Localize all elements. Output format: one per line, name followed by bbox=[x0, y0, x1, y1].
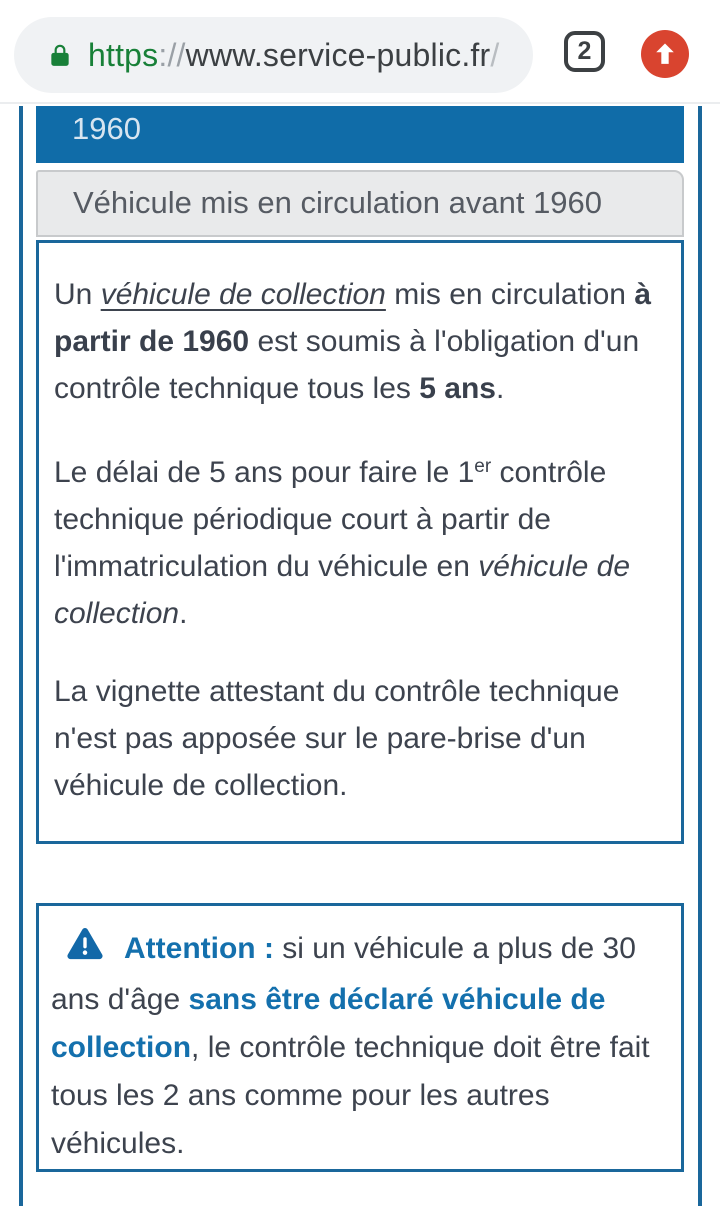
up-arrow-icon bbox=[648, 37, 682, 71]
paragraph-2 bbox=[54, 443, 667, 637]
url-scheme: https bbox=[88, 36, 159, 73]
url-path: / bbox=[490, 36, 500, 73]
text-segment: . bbox=[495, 372, 505, 405]
text-segment: 5 ans bbox=[419, 372, 496, 405]
warning-paragraph bbox=[51, 925, 665, 1168]
text-segment: er bbox=[474, 456, 492, 477]
url-separator: :// bbox=[158, 36, 186, 73]
text-segment: véhicule de collection bbox=[54, 550, 631, 630]
paragraph-1 bbox=[54, 271, 667, 412]
webpage bbox=[0, 106, 720, 1206]
paragraph-3 bbox=[54, 668, 667, 809]
text-segment: La vignette attestant du contrôle technique n'est pas apposée sur le pare-brise d'un véhicule de collection. bbox=[54, 675, 620, 802]
warning-text bbox=[51, 932, 650, 1160]
browser-update-button[interactable] bbox=[641, 30, 689, 78]
text-segment: mis en circulation bbox=[385, 278, 635, 311]
tab-count: 2 bbox=[577, 37, 592, 65]
accordion-tab-active-label: 1960 bbox=[72, 111, 141, 146]
text-segment: Le délai de 5 ans pour faire le 1 bbox=[54, 456, 475, 489]
tab-panel bbox=[36, 240, 684, 844]
accordion-tab-inactive[interactable] bbox=[36, 170, 684, 237]
content-column bbox=[36, 106, 684, 1172]
text-segment: Un bbox=[54, 278, 101, 311]
warning-box bbox=[36, 903, 684, 1172]
browser-toolbar bbox=[0, 0, 720, 104]
text-segment: est soumis à l'obligation d'un contrôle technique tous les bbox=[54, 325, 640, 405]
tab-switcher-button[interactable] bbox=[564, 31, 605, 72]
text-segment: Attention : bbox=[124, 932, 274, 965]
address-bar[interactable] bbox=[14, 17, 533, 93]
text-segment: contrôle technique périodique court à partir de l'immatriculation du véhicule en bbox=[54, 456, 607, 583]
text-segment: si un véhicule a plus de 30 ans d'âge bbox=[51, 932, 636, 1016]
text-segment: . bbox=[179, 597, 188, 630]
page-frame-border bbox=[19, 106, 702, 1206]
url-text[interactable] bbox=[88, 37, 499, 74]
lock-icon[interactable] bbox=[47, 40, 73, 70]
url-host: www.service-public.fr bbox=[185, 36, 491, 73]
accordion-tab-active[interactable] bbox=[36, 106, 684, 163]
text-segment: à partir de 1960 bbox=[54, 278, 651, 358]
accordion-tab-inactive-label: Véhicule mis en circulation avant 1960 bbox=[73, 185, 603, 220]
definition-link[interactable]: véhicule de collection bbox=[100, 278, 386, 311]
warning-triangle-icon bbox=[66, 927, 104, 976]
text-segment: , le contrôle technique doit être fait tous les 2 ans comme pour les autres véhicules. bbox=[51, 1031, 650, 1160]
text-segment: sans être déclaré véhicule de collection bbox=[51, 983, 606, 1064]
